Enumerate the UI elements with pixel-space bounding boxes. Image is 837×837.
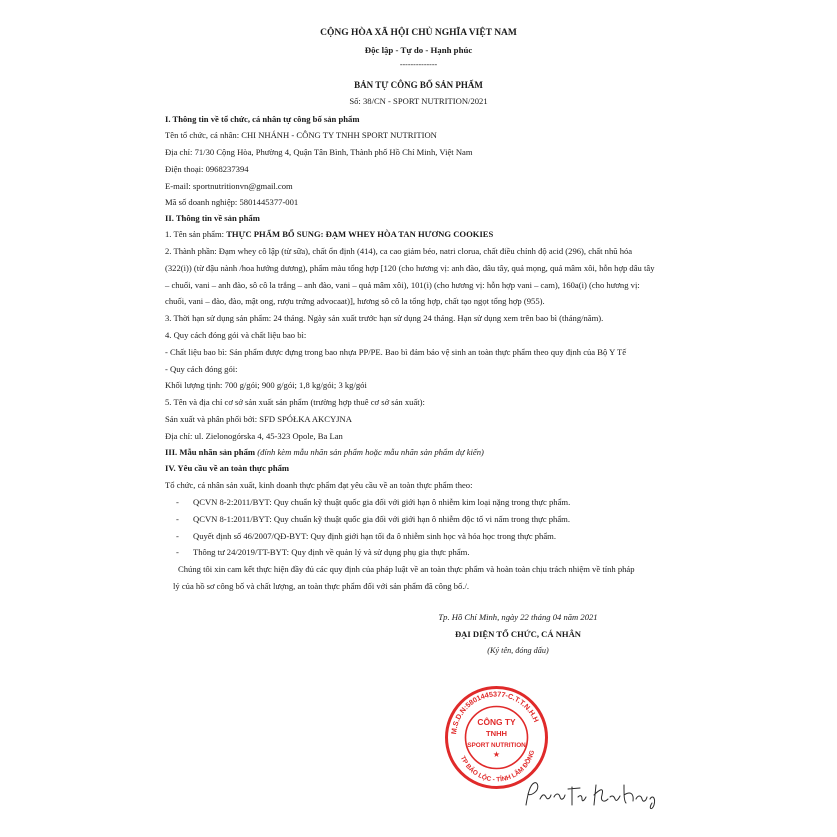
bullet-dash: - <box>176 497 179 507</box>
commitment-line-2: lý của hồ sơ công bố và chất lượng, an toàn thực phẩm đối với sản phẩm đã công bố./. <box>173 581 469 591</box>
place-date: Tp. Hồ Chí Minh, ngày 22 tháng 04 năm 2021 <box>438 612 598 622</box>
section-1-heading: I. Thông tin về tổ chức, cá nhân tự công bố sản phẩm <box>165 114 360 124</box>
bullet-dash: - <box>176 547 179 557</box>
org-name: Tên tổ chức, cá nhân: CHI NHÁNH - CÔNG TY TNHH SPORT NUTRITION <box>165 130 437 140</box>
ingredients-line-4: chuối, vani – đào, đào, mật ong, rượu trứng advocaat)], hương sô cô la tổng hợp, chất tạo ngọt tổng hợp (955). <box>165 296 545 306</box>
ingredients-line-2: (322(i)) (từ đậu nành /hoa hướng dương), phẩm màu tổng hợp [120 (cho hương vị: anh đào, dâu tây, quả mọng, quả mâm xôi, hỗn hợp dâu tây <box>165 263 655 273</box>
packaging-spec-label: - Quy cách đóng gói: <box>165 364 238 374</box>
representative-title: ĐẠI DIỆN TỔ CHỨC, CÁ NHÂN <box>454 629 582 639</box>
org-tax-code: Mã số doanh nghiệp: 5801445377-001 <box>165 197 299 207</box>
regulation-item: Quyết định số 46/2007/QĐ-BYT: Quy định giới hạn tối đa ô nhiễm sinh học và hóa học trong thực phẩm. <box>193 531 556 541</box>
regulation-item: QCVN 8-2:2011/BYT: Quy chuẩn kỹ thuật quốc gia đối với giới hạn ô nhiễm kim loại nặng trong thực phẩm. <box>193 497 571 507</box>
sign-note: (Ký tên, đóng dấu) <box>487 646 549 655</box>
product-name-prefix: 1. Tên sản phẩm: <box>165 229 227 239</box>
product-name: THỰC PHẨM BỔ SUNG: ĐẠM WHEY HÒA TAN HƯƠNG COOKIES <box>226 229 494 239</box>
svg-text:★: ★ <box>492 750 501 759</box>
product-name-line <box>165 229 493 240</box>
republic-heading: CỘNG HÒA XÃ HỘI CHỦ NGHĨA VIỆT NAM <box>320 28 517 38</box>
ingredients-line-3: – chuối, vani – anh đào, sô cô la trắng – anh đào, vani – quả mâm xôi), 101(i) (cho hương vị: hỗn hợp vani – cam), 160a(i) (cho hương vị: <box>165 280 640 290</box>
manufacturer-name: Sản xuất và phân phối bởi: SFD SPÓŁKA AKCYJNA <box>165 414 352 424</box>
manufacturer-heading: 5. Tên và địa chỉ cơ sở sản xuất sản phẩm (trường hợp thuê cơ sở sản xuất): <box>165 397 425 407</box>
svg-text:TP BẢO LỘC - TỈNH LÂM ĐỒNG: TP BẢO LỘC - TỈNH LÂM ĐỒNG <box>458 749 537 784</box>
org-address: Địa chỉ: 71/30 Cộng Hòa, Phường 4, Quận Tân Bình, Thành phố Hồ Chí Minh, Việt Nam <box>165 147 473 157</box>
safety-intro: Tổ chức, cá nhân sản xuất, kinh doanh thực phẩm đạt yêu cầu về an toàn thực phẩm theo: <box>165 480 473 490</box>
packaging-material: - Chất liệu bao bì: Sản phẩm được đựng trong bao nhựa PP/PE. Bao bì đảm bảo vệ sinh an toàn thực phẩm theo quy định của Bộ Y Tế <box>165 347 627 357</box>
section-2-heading: II. Thông tin về sản phẩm <box>165 213 260 223</box>
svg-text:TNHH: TNHH <box>485 729 508 738</box>
net-weight: Khối lượng tịnh: 700 g/gói; 900 g/gói; 1,8 kg/gói; 3 kg/gói <box>165 380 367 390</box>
section-3-note: (đính kèm mẫu nhãn sản phẩm hoặc mẫu nhãn sản phẩm dự kiến) <box>257 447 484 457</box>
document-title: BẢN TỰ CÔNG BỐ SẢN PHẨM <box>354 80 483 90</box>
svg-text:CÔNG TY: CÔNG TY <box>477 717 516 727</box>
bullet-dash: - <box>176 514 179 524</box>
shelf-life: 3. Thời hạn sử dụng sản phẩm: 24 tháng. Ngày sản xuất trước hạn sử dụng 24 tháng. Hạn sử dụng xem trên bao bì (tháng/năm). <box>165 313 604 323</box>
bullet-dash: - <box>176 531 179 541</box>
regulation-item: Thông tư 24/2019/TT-BYT: Quy định về quản lý và sử dụng phụ gia thực phẩm. <box>193 547 470 557</box>
document-number: Số: 38/CN - SPORT NUTRITION/2021 <box>349 96 488 106</box>
section-4-heading: IV. Yêu cầu về an toàn thực phẩm <box>165 463 290 473</box>
manufacturer-address: Địa chỉ: ul. Zielonogórska 4, 45-323 Opole, Ba Lan <box>165 431 343 441</box>
svg-text:M.S.D.N:5801445377-C.T.T.N.H.H: M.S.D.N:5801445377-C.T.T.N.H.H <box>449 689 541 735</box>
regulation-item: QCVN 8-1:2011/BYT: Quy chuẩn kỹ thuật quốc gia đối với giới hạn ô nhiễm độc tố vi nấm trong thực phẩm. <box>193 514 570 524</box>
svg-text:SPORT NUTRITION: SPORT NUTRITION <box>467 742 526 749</box>
org-phone: Điện thoại: 0968237394 <box>165 164 249 174</box>
section-3-line <box>165 447 484 458</box>
commitment-line-1: Chúng tôi xin cam kết thực hiện đầy đủ các quy định của pháp luật về an toàn thực phẩm và hoàn toàn chịu trách nhiệm về tính pháp <box>178 564 635 574</box>
org-email: E-mail: sportnutritionvn@gmail.com <box>165 181 293 191</box>
ingredients-line-1: 2. Thành phần: Đạm whey cô lập (từ sữa), chất ổn định (414), ca cao giảm béo, natri clorua, chất điều chỉnh độ acid (296), chất nhũ hóa <box>165 246 633 256</box>
packaging-heading: 4. Quy cách đóng gói và chất liệu bao bì: <box>165 330 307 340</box>
handwritten-signature <box>520 775 660 815</box>
section-3-heading: III. Mẫu nhãn sản phẩm <box>165 447 256 457</box>
header-rule: -------------- <box>399 60 438 69</box>
motto: Độc lập - Tự do - Hạnh phúc <box>364 45 473 55</box>
